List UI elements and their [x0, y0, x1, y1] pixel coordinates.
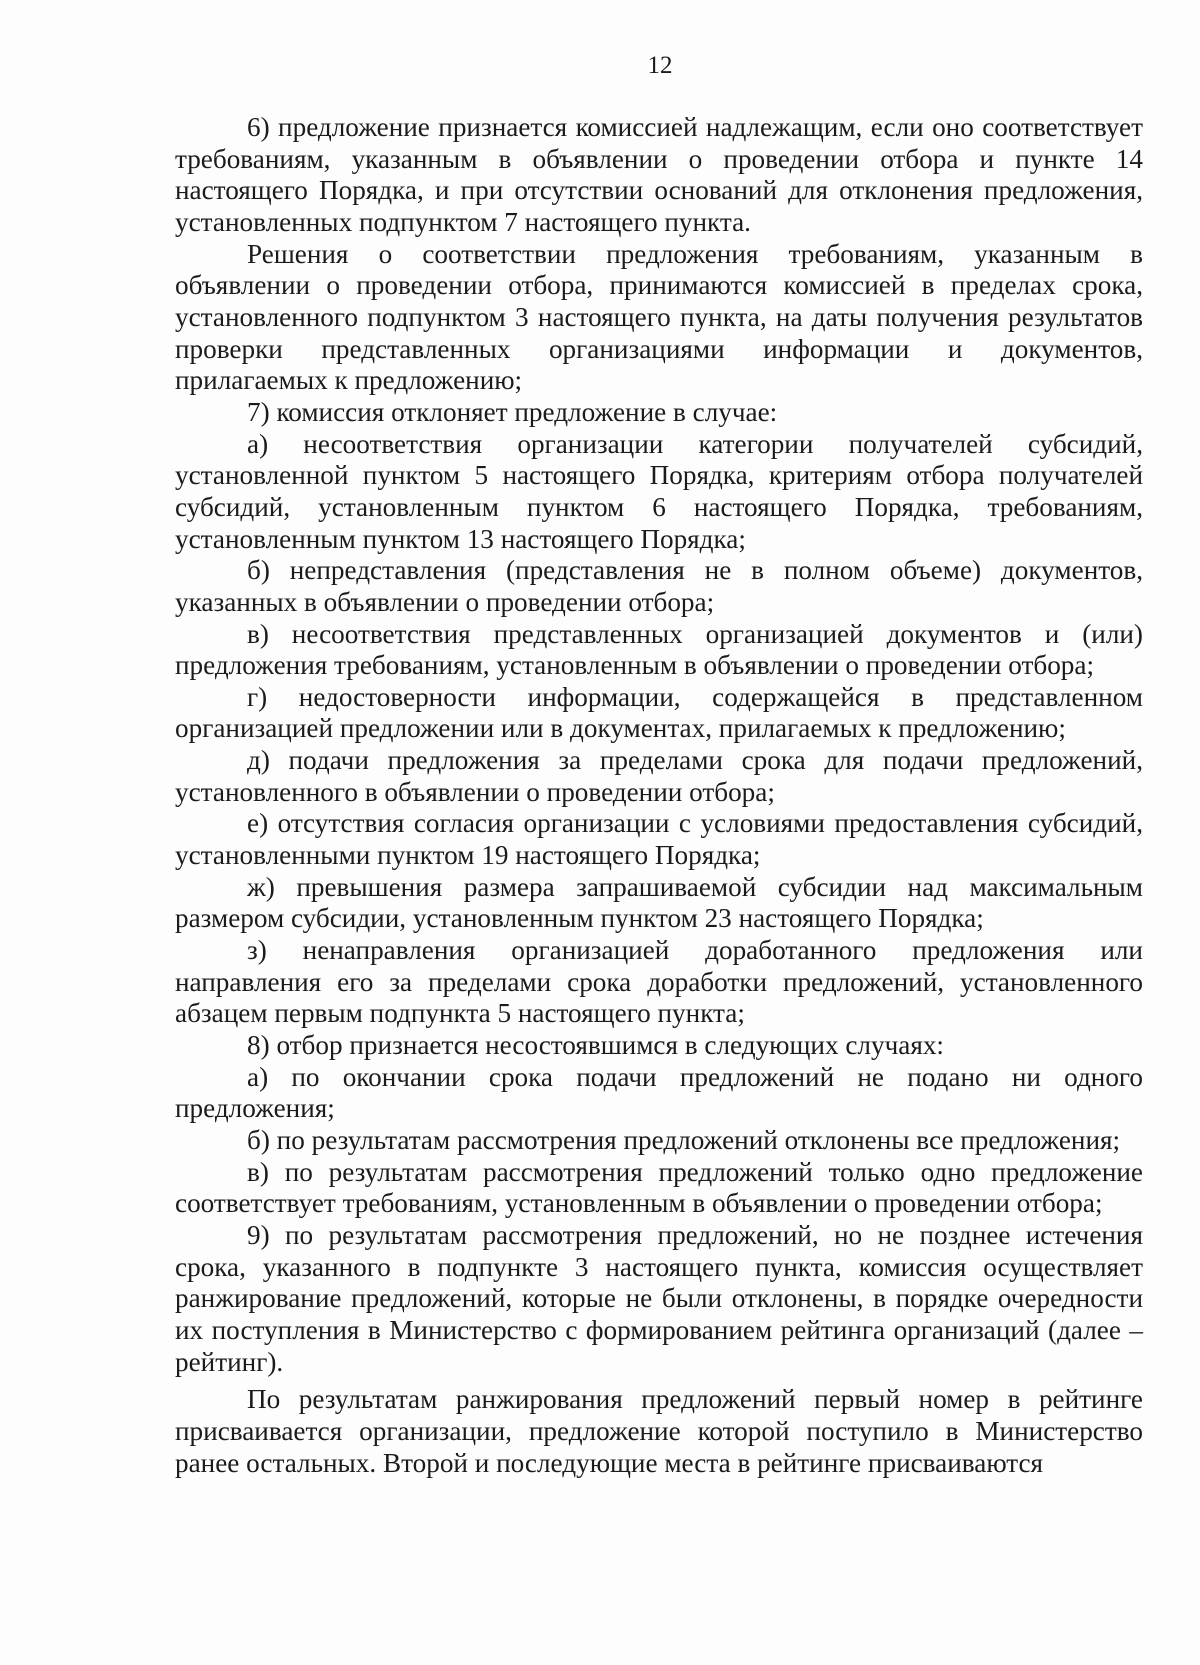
paragraph-item-7a: а) несоответствия организации категории получателей субсидий, установленной пунктом 5 настоящего Порядка, критериям отбора получателей субсидий, установленным пунктом 6 настоящего Порядка, требованиям, установленным пунктом 13 настоящего Порядка;	[175, 428, 1143, 554]
page-number: 12	[647, 52, 673, 79]
paragraph-item-8b: б) по результатам рассмотрения предложений отклонены все предложения;	[247, 1125, 1121, 1155]
paragraph-item-8a: а) по окончании срока подачи предложений не подано ни одного предложения;	[175, 1061, 1143, 1124]
paragraph-item-8: 8) отбор признается несостоявшимся в следующих случаях:	[247, 1030, 944, 1061]
paragraph-item-7v: в) несоответствия представленных организацией документов и (или) предложения требованиям, установленным в объявлении о проведении отбора;	[175, 618, 1143, 681]
paragraph-item-7e: е) отсутствия согласия организации с условиями предоставления субсидий, установленными пунктом 19 настоящего Порядка;	[175, 808, 1143, 871]
paragraph-item-9: 9) по результатам рассмотрения предложений, но не позднее истечения срока, указанного в подпункте 3 настоящего пункта, комиссия осуществляет ранжирование предложений, которые не были отклонены, в порядке очередности их поступления в Министерство с формированием рейтинга организаций (далее – рейтинг).	[175, 1219, 1143, 1377]
document-body	[175, 112, 1143, 1479]
paragraph-item-8v: в) по результатам рассмотрения предложений только одно предложение соответствует требованиям, установленным в объявлении о проведении отбора;	[175, 1156, 1143, 1219]
paragraph-item-7g: г) недостоверности информации, содержащейся в представленном организацией предложении или в документах, прилагаемых к предложению;	[175, 681, 1143, 744]
paragraph-item-7d: д) подачи предложения за пределами срока для подачи предложений, установленного в объявлении о проведении отбора;	[175, 745, 1143, 807]
paragraph-item-7zh: ж) превышения размера запрашиваемой субсидии над максимальным размером субсидии, установленным пунктом 23 настоящего Порядка;	[175, 871, 1143, 934]
paragraph-ranking: По результатам ранжирования предложений первый номер в рейтинге присваивается организации, предложение которой поступило в Министерство ранее остальных. Второй и последующие места в рейтинге присваиваются	[175, 1384, 1143, 1478]
paragraph-item-6: 6) предложение признается комиссией надлежащим, если оно соответствует требованиям, указанным в объявлении о проведении отбора и пункте 14 настоящего Порядка, и при отсутствии оснований для отклонения предложения, установленных подпунктом 7 настоящего пункта.	[175, 112, 1143, 237]
paragraph-item-7z: з) ненаправления организацией доработанного предложения или направления его за пределами срока доработки предложений, установленного абзацем первым подпункта 5 настоящего пункта;	[175, 935, 1143, 1029]
paragraph-decisions: Решения о соответствии предложения требованиям, указанным в объявлении о проведении отбора, принимаются комиссией в пределах срока, установленного подпунктом 3 настоящего пункта, на даты получения результатов проверки представленных организациями информации и документов, прилагаемых к предложению;	[175, 238, 1143, 396]
paragraph-item-7b: б) непредставления (представления не в полном объеме) документов, указанных в объявлении о проведении отбора;	[175, 555, 1143, 617]
paragraph-item-7: 7) комиссия отклоняет предложение в случае:	[247, 396, 778, 427]
